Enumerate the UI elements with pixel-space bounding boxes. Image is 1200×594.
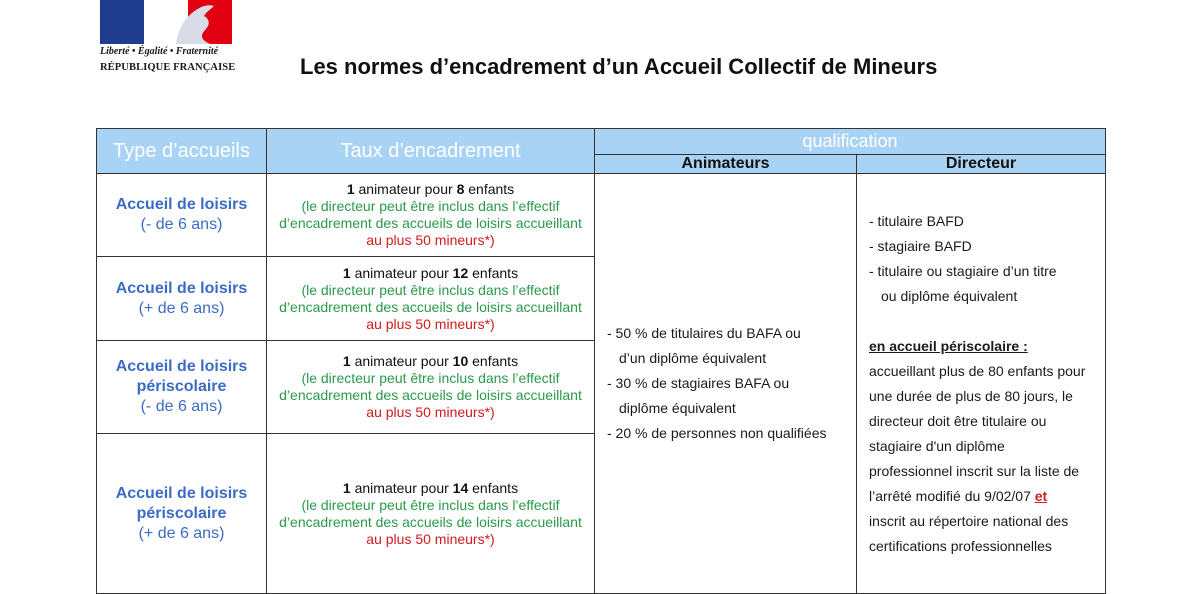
taux-cell: 1 animateur pour 14 enfants (le directeur peut être inclus dans l’effectif d’encadrement des accueils de loisirs accueillant au plus 50 mineurs*) — [267, 434, 595, 594]
republique-francaise-label: RÉPUBLIQUE FRANÇAISE — [100, 62, 236, 73]
tricolor-flag-logo — [100, 0, 232, 44]
motto: Liberté • Égalité • Fraternité — [100, 46, 219, 57]
marianne-profile-icon — [166, 0, 226, 44]
page-title: Les normes d’encadrement d’un Accueil Collectif de Mineurs — [300, 54, 938, 79]
directeur-cell: - titulaire BAFD - stagiaire BAFD - titulaire ou stagiaire d’un titre ou diplôme équivalent en accueil périscolaire : accueillant plus de 80 enfants pour une durée de plus de 80 jours, le directeur doit être titulaire ou stagiaire d'un diplôme professionnel inscrit sur la liste de l’arrêté modifié du 9/02/07 et inscrit au répertoire national des certifications professionnelles — [857, 174, 1106, 594]
col-header-animateurs: Animateurs — [595, 154, 857, 173]
col-header-type: Type d’accueils — [97, 129, 267, 174]
col-header-directeur: Directeur — [857, 154, 1106, 173]
taux-cell: 1 animateur pour 10 enfants (le directeur peut être inclus dans l’effectif d’encadrement des accueils de loisirs accueillant au plus 50 mineurs*) — [267, 341, 595, 434]
republique-francaise-logo — [100, 0, 236, 80]
taux-cell: 1 animateur pour 12 enfants (le directeur peut être inclus dans l’effectif d’encadrement des accueils de loisirs accueillant au plus 50 mineurs*) — [267, 257, 595, 341]
table-row — [97, 174, 1106, 257]
col-header-taux: Taux d’encadrement — [267, 129, 595, 174]
accueil-type-cell: Accueil de loisirs périscolaire (- de 6 ans) — [97, 341, 267, 434]
col-header-qualification: qualification — [595, 129, 1106, 155]
periscolaire-heading: en accueil périscolaire : — [869, 338, 1028, 354]
accueil-type-cell: Accueil de loisirs périscolaire (+ de 6 ans) — [97, 434, 267, 594]
encadrement-table — [96, 128, 1106, 594]
accueil-type-cell: Accueil de loisirs (+ de 6 ans) — [97, 257, 267, 341]
animateurs-cell: - 50 % de titulaires du BAFA ou d’un diplôme équivalent - 30 % de stagiaires BAFA ou diplôme équivalent - 20 % de personnes non qualifiées — [595, 174, 857, 594]
taux-cell: 1 animateur pour 8 enfants (le directeur peut être inclus dans l’effectif d’encadrement des accueils de loisirs accueillant au plus 50 mineurs*) — [267, 174, 595, 257]
accueil-type-cell: Accueil de loisirs (- de 6 ans) — [97, 174, 267, 257]
